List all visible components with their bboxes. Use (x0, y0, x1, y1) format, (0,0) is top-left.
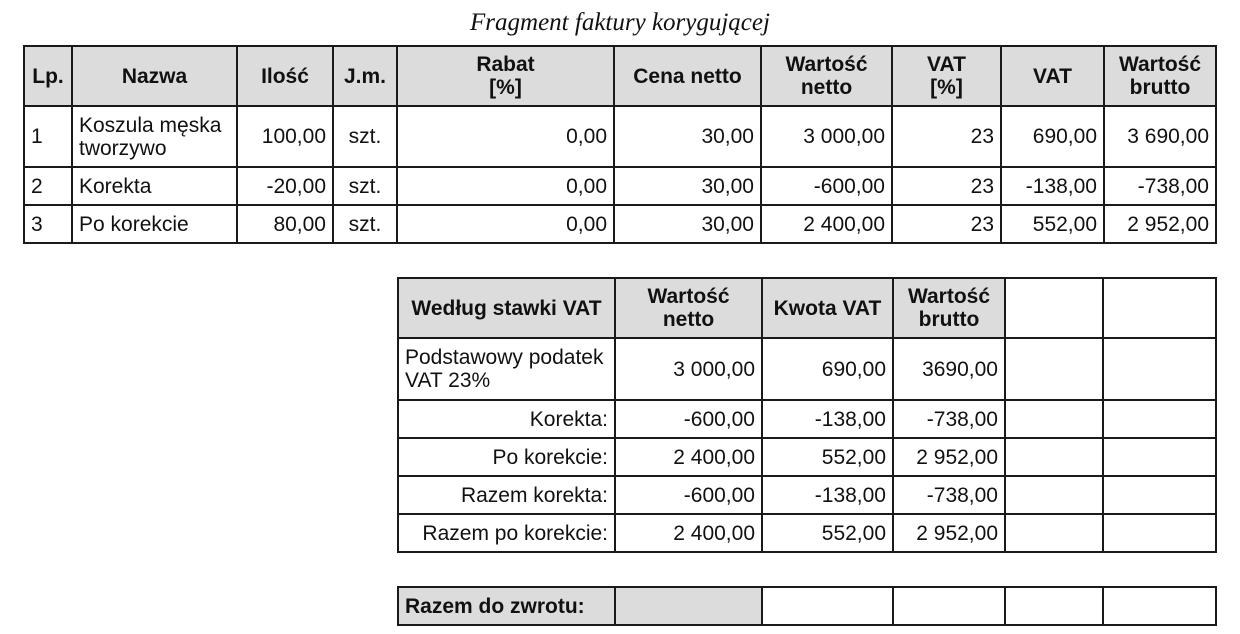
cell-vat-percent: 23 (892, 106, 1001, 167)
vat-summary-table (397, 277, 1217, 553)
col-header-vat-percent: VAT [%] (892, 46, 1001, 106)
cell-vat: -138,00 (1001, 167, 1104, 205)
empty-cell (1103, 514, 1216, 552)
cell-kwota-vat: 552,00 (762, 438, 893, 476)
cell-wartosc-netto: 3 000,00 (615, 338, 762, 400)
empty-header-cell (1103, 278, 1216, 338)
cell-jm: szt. (333, 106, 397, 167)
col-header-kwota-vat: Kwota VAT (762, 278, 893, 338)
invoice-items-table (23, 45, 1217, 244)
cell-wartosc-brutto: 3 690,00 (1104, 106, 1216, 167)
cell-ilosc: -20,00 (237, 167, 333, 205)
cell-wartosc-netto: -600,00 (615, 400, 762, 438)
col-header-vat: VAT (1001, 46, 1104, 106)
cell-rabat: 0,00 (397, 106, 614, 167)
cell-wartosc-brutto: 2 952,00 (893, 438, 1005, 476)
row-label: Razem korekta: (398, 476, 615, 514)
empty-cell (1005, 338, 1103, 400)
refund-cell (1005, 587, 1103, 625)
cell-wartosc-netto: -600,00 (615, 476, 762, 514)
cell-nazwa: Korekta (72, 167, 237, 205)
col-header-wartosc-brutto: Wartość brutto (1104, 46, 1216, 106)
cell-vat: 552,00 (1001, 205, 1104, 243)
cell-kwota-vat: -138,00 (762, 476, 893, 514)
cell-wartosc-netto: -600,00 (761, 167, 892, 205)
cell-vat-percent: 23 (892, 167, 1001, 205)
cell-wartosc-brutto: 2 952,00 (1104, 205, 1216, 243)
table-row (24, 205, 1216, 243)
refund-cell (762, 587, 893, 625)
col-header-nazwa: Nazwa (72, 46, 237, 106)
cell-jm: szt. (333, 205, 397, 243)
cell-lp: 3 (24, 205, 72, 243)
col-header-wartosc-brutto: Wartość brutto (893, 278, 1005, 338)
cell-vat-percent: 23 (892, 205, 1001, 243)
cell-lp: 1 (24, 106, 72, 167)
empty-cell (1005, 438, 1103, 476)
cell-lp: 2 (24, 167, 72, 205)
cell-wartosc-brutto: -738,00 (893, 476, 1005, 514)
cell-cena-netto: 30,00 (614, 106, 761, 167)
cell-kwota-vat: 690,00 (762, 338, 893, 400)
refund-label: Razem do zwrotu: (398, 587, 615, 625)
table-row (398, 338, 1216, 400)
col-header-stawka-vat: Według stawki VAT (398, 278, 615, 338)
table-row (398, 514, 1216, 552)
empty-cell (1005, 514, 1103, 552)
cell-vat: 690,00 (1001, 106, 1104, 167)
col-header-wartosc-netto: Wartość netto (761, 46, 892, 106)
empty-cell (1103, 476, 1216, 514)
table-row (24, 106, 1216, 167)
refund-cell (1103, 587, 1216, 625)
table-row (398, 400, 1216, 438)
col-header-ilosc: Ilość (237, 46, 333, 106)
cell-wartosc-brutto: 2 952,00 (893, 514, 1005, 552)
empty-cell (1005, 476, 1103, 514)
empty-cell (1103, 438, 1216, 476)
cell-ilosc: 80,00 (237, 205, 333, 243)
cell-jm: szt. (333, 167, 397, 205)
row-label: Po korekcie: (398, 438, 615, 476)
header-row (24, 46, 1216, 106)
cell-wartosc-netto: 2 400,00 (615, 514, 762, 552)
cell-cena-netto: 30,00 (614, 205, 761, 243)
refund-cell (615, 587, 762, 625)
refund-cell (893, 587, 1005, 625)
cell-rabat: 0,00 (397, 205, 614, 243)
col-header-wartosc-netto: Wartość netto (615, 278, 762, 338)
header-row (398, 278, 1216, 338)
cell-wartosc-brutto: -738,00 (893, 400, 1005, 438)
col-header-jm: J.m. (333, 46, 397, 106)
table-row (398, 438, 1216, 476)
table-row (398, 476, 1216, 514)
table-row (24, 167, 1216, 205)
col-header-lp: Lp. (24, 46, 72, 106)
col-header-cena-netto: Cena netto (614, 46, 761, 106)
refund-total-table (397, 586, 1217, 626)
cell-wartosc-netto: 3 000,00 (761, 106, 892, 167)
empty-cell (1103, 338, 1216, 400)
cell-rabat: 0,00 (397, 167, 614, 205)
row-label: Korekta: (398, 400, 615, 438)
col-header-rabat: Rabat [%] (397, 46, 614, 106)
row-label: Razem po korekcie: (398, 514, 615, 552)
row-label: Podstawowy podatek VAT 23% (398, 338, 615, 400)
empty-cell (1103, 400, 1216, 438)
cell-kwota-vat: -138,00 (762, 400, 893, 438)
cell-nazwa: Koszula męska tworzywo (72, 106, 237, 167)
cell-ilosc: 100,00 (237, 106, 333, 167)
cell-wartosc-brutto: -738,00 (1104, 167, 1216, 205)
cell-wartosc-brutto: 3690,00 (893, 338, 1005, 400)
document-title: Fragment faktury korygującej (470, 9, 770, 36)
empty-cell (1005, 400, 1103, 438)
cell-wartosc-netto: 2 400,00 (615, 438, 762, 476)
empty-header-cell (1005, 278, 1103, 338)
cell-wartosc-netto: 2 400,00 (761, 205, 892, 243)
cell-nazwa: Po korekcie (72, 205, 237, 243)
refund-row (398, 587, 1216, 625)
cell-kwota-vat: 552,00 (762, 514, 893, 552)
cell-cena-netto: 30,00 (614, 167, 761, 205)
